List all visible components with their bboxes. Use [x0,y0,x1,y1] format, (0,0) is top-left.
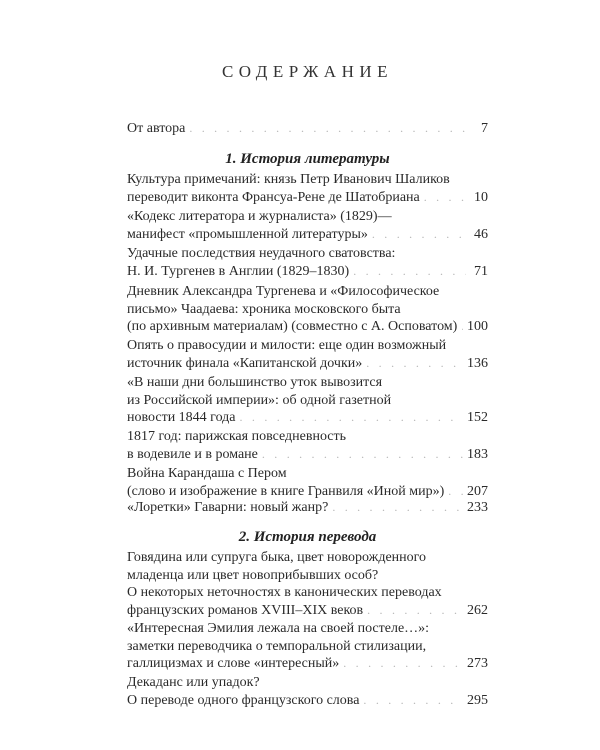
dot-leader [262,446,463,464]
page-number: 46 [474,226,488,242]
entry-title-line: О переводе одного французского слова [127,692,360,708]
section-heading: 2. История перевода [238,529,377,545]
toc-entry[interactable] [127,428,488,463]
dot-leader [363,692,463,710]
entry-title-line: галлицизмах и слове «интересный» [127,656,340,671]
entry-title-line: младенца или цвет новоприбывших особ? [127,567,379,583]
toc-entry[interactable] [127,208,488,243]
dot-leader [240,409,463,427]
toc-entry-preface[interactable] [127,120,488,138]
entry-title-line: заметки переводчика о темпоральной стилизации, [127,638,427,654]
page-number: 7 [481,121,488,136]
dot-leader [367,602,463,620]
page-number: 262 [467,602,488,618]
page-number: 71 [474,263,488,279]
toc-entry[interactable] [127,245,488,280]
page-number: 273 [467,656,488,671]
entry-title-line: «Кодекс литератора и журналиста» (1829)— [127,209,392,224]
entry-title: От автора [127,121,186,136]
dot-leader [332,499,463,517]
entry-title-line: 1817 год: парижская повседневность [127,429,347,444]
entry-title-line: манифест «промышленной литературы» [127,226,368,242]
entry-title-line: источник финала «Капитанской дочки» [127,355,363,371]
toc-entry[interactable] [127,374,488,427]
toc-entry[interactable] [127,499,488,517]
entry-title-line: «Лоретки» Гаварни: новый жанр? [127,500,329,515]
page-number: 10 [474,189,488,205]
toc-entry[interactable] [127,171,488,206]
dot-leader [461,318,463,336]
dot-leader [343,655,463,673]
entry-title-line: из Российской империи»: об одной газетной [127,392,392,408]
entry-title-line: (по архивным материалам) (совместно с А. Осповатом) [127,319,458,334]
page-number: 152 [467,410,488,425]
entry-title-line: письмо» Чаадаева: хроника московского быта [127,301,401,317]
entry-title-line: Дневник Александра Тургенева и «Философическое [127,284,440,299]
dot-leader [372,226,466,244]
dot-leader [366,355,463,373]
entry-title-line: переводит виконта Франсуа-Рене де Шатобриана [127,189,420,205]
entry-title-line: новости 1844 года [127,410,236,425]
page-number: 136 [467,355,488,371]
dot-leader [353,263,466,281]
entry-title-line: Удачные последствия неудачного сватовства: [127,246,396,261]
entry-title-line: «В наши дни большинство уток вывозится [127,375,383,390]
entry-title-line: в водевиле и в романе [127,446,258,462]
dot-leader [448,483,463,501]
page-title: СОДЕРЖАНИЕ [221,62,394,81]
entry-title-line: Опять о правосудии и милости: еще один возможный [127,338,447,353]
entry-title-line: «Интересная Эмилия лежала на своей постеле…»: [127,621,430,636]
toc-entry[interactable] [127,620,488,673]
entry-title-line: французских романов XVIII–XIX веков [127,602,364,618]
entry-title-line: Говядина или супруга быка, цвет новорожденного [127,550,427,565]
page-number: 233 [467,500,488,515]
dot-leader [424,189,466,207]
entry-title-line: Декаданс или упадок? [127,675,260,690]
section-heading: 1. История литературы [225,151,390,167]
page-number: 207 [467,483,488,499]
entry-title-line: Культура примечаний: князь Петр Иванович Шаликов [127,172,450,187]
page-number: 100 [467,319,488,334]
entry-title-line: (слово и изображение в книге Гранвиля «Иной мир») [127,483,445,499]
toc-entry[interactable] [127,283,488,336]
page-number: 183 [467,446,488,462]
toc-entry[interactable] [127,674,488,709]
entry-title-line: Н. И. Тургенев в Англии (1829–1830) [127,263,350,279]
toc-entry[interactable] [127,549,488,619]
entry-title-line: Война Карандаша с Пером [127,466,287,481]
dot-leader [189,120,466,138]
toc-entry[interactable] [127,465,488,500]
toc-entry[interactable] [127,337,488,372]
entry-title-line: О некоторых неточностях в канонических переводах [127,585,442,600]
page-number: 295 [467,692,488,708]
